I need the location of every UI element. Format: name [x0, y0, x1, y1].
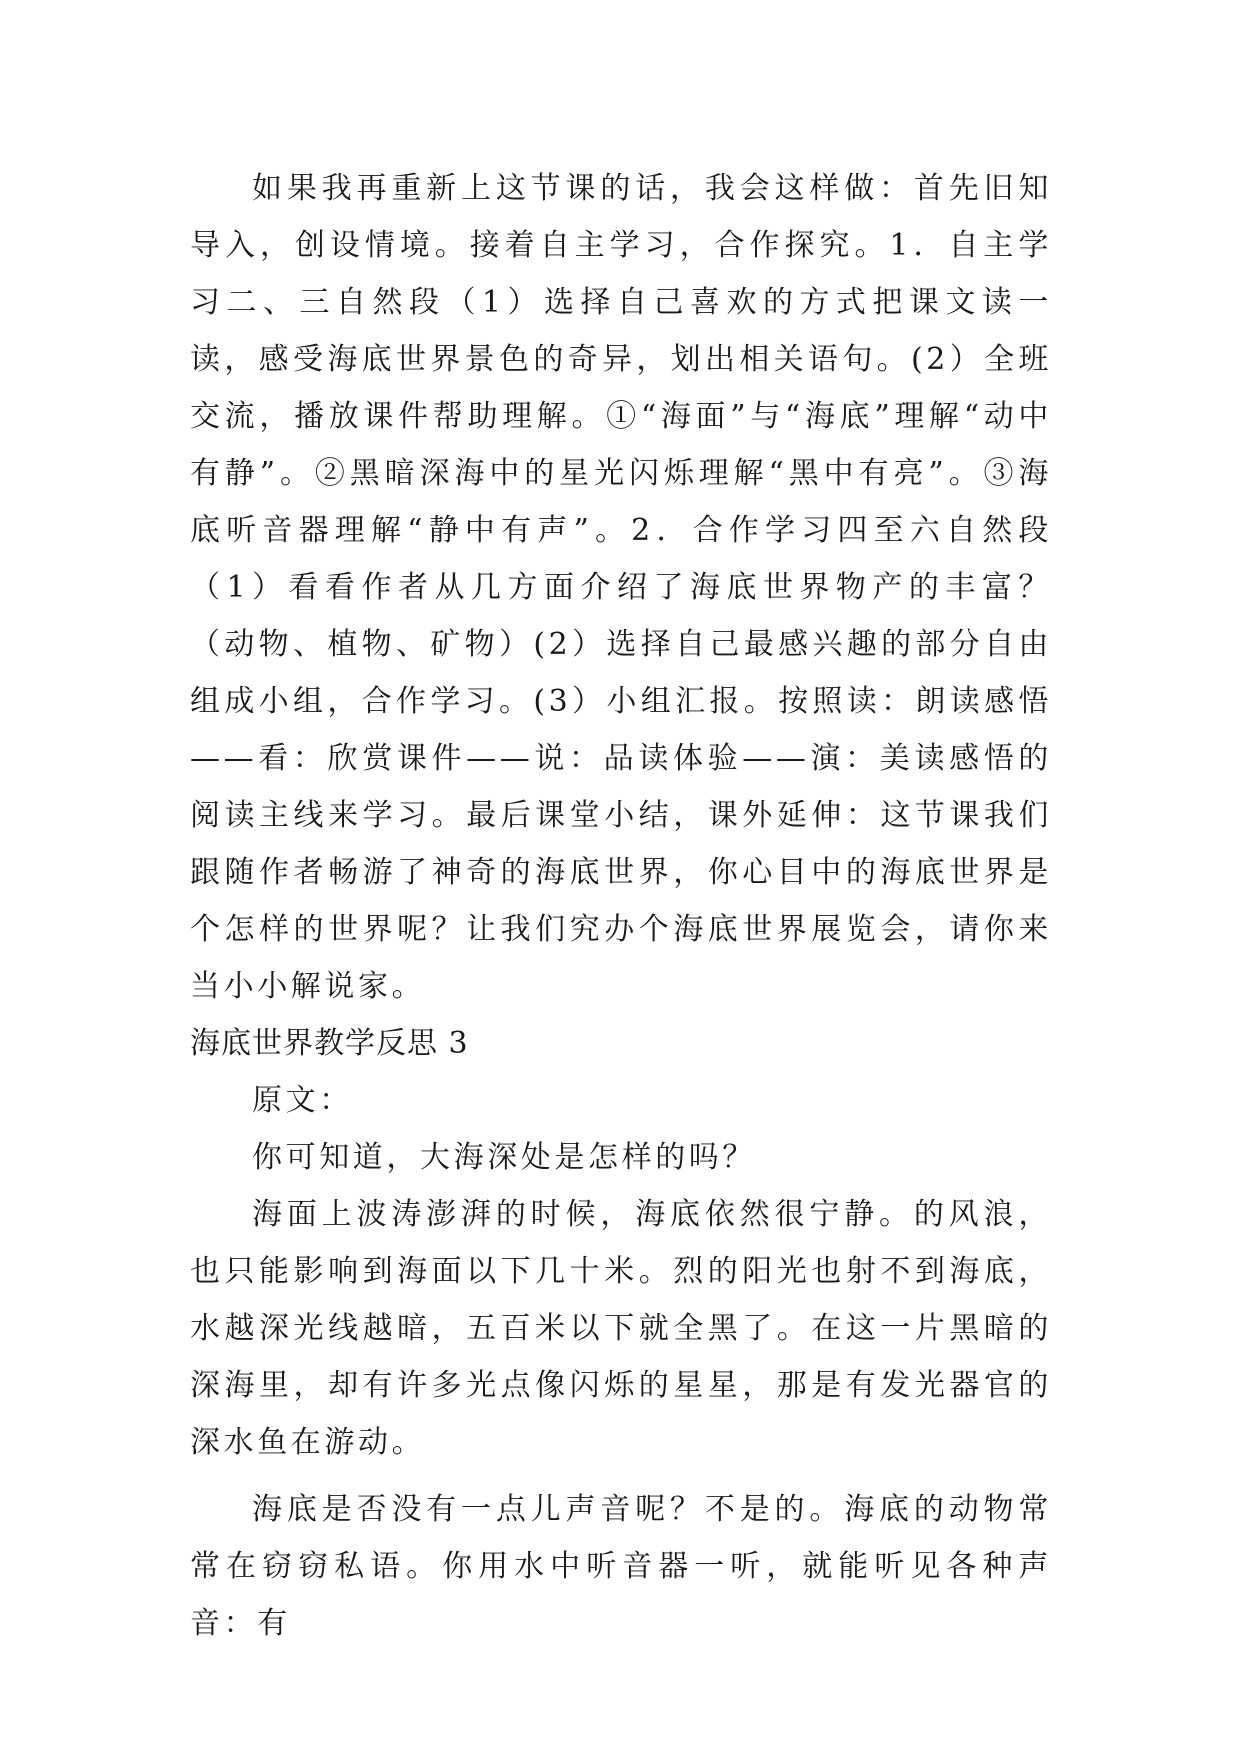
paragraph-lesson-redesign: 如果我再重新上这节课的话，我会这样做：首先旧知导入，创设情境。接着自主学习，合作探究。1．自主学习二、三自然段（1）选择自己喜欢的方式把课文读一读，感受海底世界景色的奇异，划出相关语句。(2）全班交流，播放课件帮助理解。①“海面”与“海底”理解“动中有静”。②黑暗深海中的星光闪烁理解“黑中有亮”。③海底听音器理解“静中有声”。2．合作学习四至六自然段（1）看看作者从几方面介绍了海底世界物产的丰富？（动物、植物、矿物）(2）选择自己最感兴趣的部分自由组成小组，合作学习。(3）小组汇报。按照读：朗读感悟——看：欣赏课件——说：品读体验——演：美读感悟的阅读主线来学习。最后课堂小结，课外延伸：这节课我们跟随作者畅游了神奇的海底世界，你心目中的海底世界是个怎样的世界呢？让我们究办个海底世界展览会，请你来当小小解说家。 — [190, 171, 1052, 1004]
paragraph-original-text-label: 原文： — [252, 1083, 353, 1118]
section-heading: 海底世界教学反思 3 — [190, 1026, 469, 1061]
paragraph-sea-surface: 海面上波涛澎湃的时候，海底依然很宁静。的风浪，也只能影响到海面以下几十米。烈的阳光也射不到海底，水越深光线越暗，五百米以下就全黑了。在这一片黑暗的深海里，却有许多光点像闪烁的星星，那是有发光器官的深水鱼在游动。 — [190, 1197, 1052, 1460]
document-page — [190, 160, 1052, 1652]
paragraph-sea-sounds: 海底是否没有一点儿声音呢？不是的。海底的动物常常在窃窃私语。你用水中听音器一听，就能听见各种声音：有 — [190, 1492, 1052, 1641]
paragraph-question: 你可知道，大海深处是怎样的吗？ — [252, 1140, 756, 1175]
